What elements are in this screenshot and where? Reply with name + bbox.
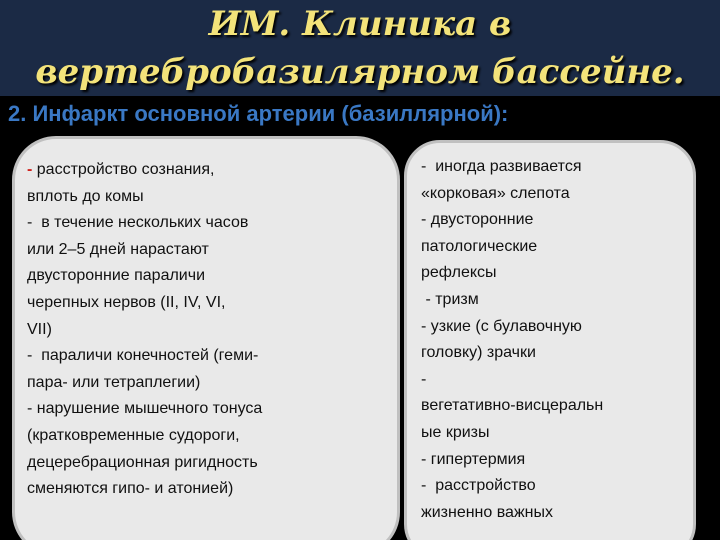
left-list-line: (кратковременные судороги,	[27, 426, 240, 444]
right-symptom-list	[421, 154, 691, 526]
left-list-line: сменяются гипо- и атонией)	[27, 480, 234, 498]
left-list-line: децеребрационная ригидность	[27, 453, 258, 471]
left-symptom-list	[27, 157, 389, 503]
left-list-line: пара- или тетраплегии)	[27, 373, 201, 391]
left-list-line: - в течение нескольких часов	[27, 214, 249, 232]
right-list-line: - иногда развивается	[421, 158, 582, 175]
right-list-line: рефлексы	[421, 264, 497, 282]
slide-title-line-2: вертебробазилярном бассейне.	[35, 52, 685, 92]
right-list-line: - расстройство	[421, 477, 536, 495]
left-line-text: расстройство сознания,	[32, 161, 215, 178]
left-list-line: - нарушение мышечного тонуса	[27, 400, 263, 418]
right-list-line: - двусторонние	[421, 211, 534, 229]
left-symptom-card	[12, 136, 400, 540]
left-list-line	[27, 157, 389, 184]
left-list-line: VII)	[27, 320, 52, 338]
right-list-line: ые кризы	[421, 423, 490, 441]
slide-subtitle: 2. Инфаркт основной артерии (базиллярной):	[8, 101, 509, 126]
right-list-line: головку) зрачки	[421, 344, 536, 362]
right-list-line: патологические	[421, 237, 538, 255]
left-list-line: вплоть до комы	[27, 187, 144, 205]
right-list-line: -	[421, 370, 427, 388]
left-list-line: или 2–5 дней нарастают	[27, 240, 209, 258]
slide-title-line-1: ИМ. Клиника в	[208, 4, 512, 44]
right-list-line: - тризм	[421, 290, 479, 308]
right-list-line: «корковая» слепота	[421, 184, 570, 202]
title-band	[0, 0, 720, 96]
right-symptom-card	[404, 140, 696, 540]
left-list-line: двусторонние параличи	[27, 267, 206, 285]
bullet-dash: -	[27, 161, 33, 178]
left-list-line: черепных нервов (II, IV, VI,	[27, 293, 226, 311]
right-list-line: вегетативно-висцеральн	[421, 397, 604, 415]
right-list-line: жизненно важных	[421, 503, 553, 521]
right-list-line: - гипертермия	[421, 450, 526, 468]
left-list-line: - параличи конечностей (геми-	[27, 347, 259, 365]
right-list-line: - узкие (с булавочную	[421, 317, 582, 335]
